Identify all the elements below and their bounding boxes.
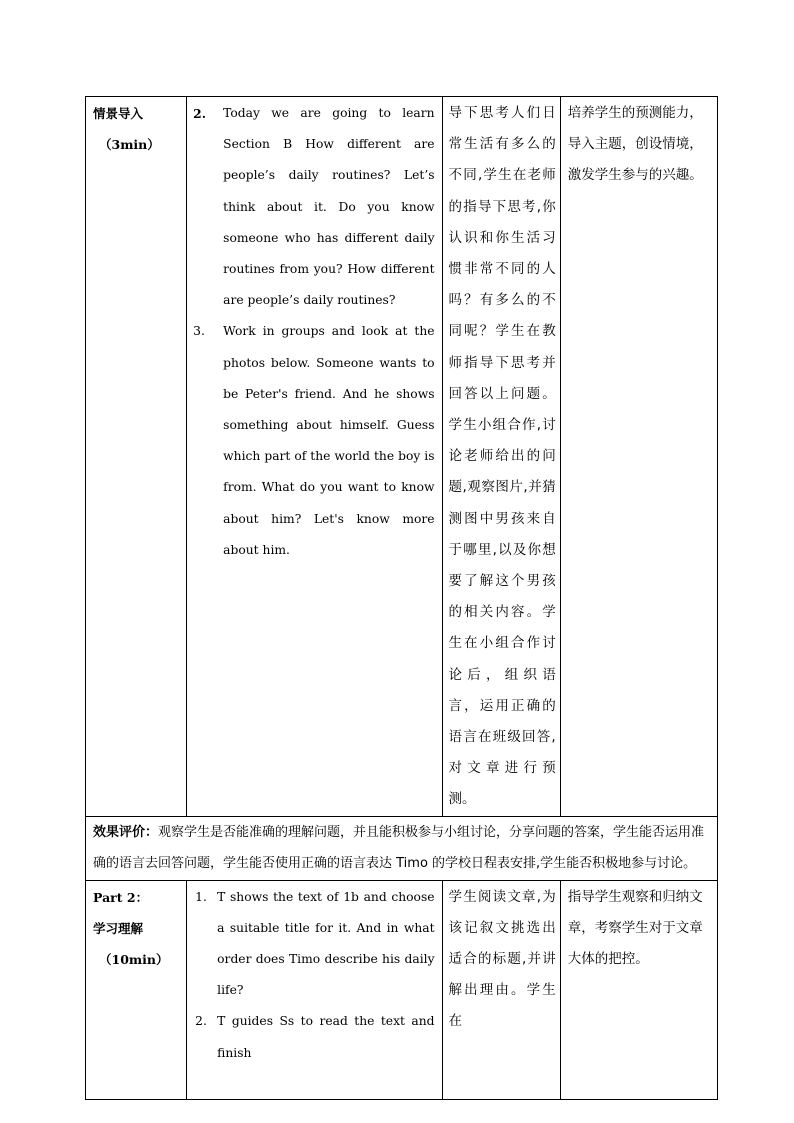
stage-duration: （10min）	[99, 951, 169, 967]
design-intent-cell: 培养学生的预测能力，导入主题，创设情境，激发学生参与的兴趣。	[560, 97, 717, 817]
list-item	[193, 98, 434, 316]
list-item	[193, 1006, 434, 1068]
table-row	[86, 880, 718, 1099]
step-number: 3.	[193, 324, 205, 339]
evaluation-cell	[86, 816, 718, 880]
stage-title: Part 2：	[93, 889, 149, 905]
evaluation-label: 效果评价：	[93, 824, 159, 840]
stage-duration: （3min）	[99, 137, 160, 152]
step-text: Today we are going to learn Section B How different are people’s daily routines? Let’s think about it. Do you know someone who has different daily routines from you? How different are people’s daily routines?	[223, 106, 435, 308]
list-item	[193, 316, 434, 566]
step-text: Work in groups and look at the photos below. Someone wants to be Peter's friend. And he shows something about himself. Guess which part of the world the boy is from. What do you want to know about him? Let's know more about him.	[223, 324, 435, 557]
stage-cell	[86, 880, 187, 1099]
step-text: T shows the text of 1b and choose a suitable title for it. And in what order does Timo describe his daily life?	[217, 889, 435, 998]
stage-subtitle: 学习理解	[93, 920, 144, 936]
step-text: T guides Ss to read the text and finish	[217, 1014, 435, 1060]
design-intent-cell: 指导学生观察和归纳文章，考察学生对于文章大体的把控。	[560, 880, 717, 1099]
stage-cell	[86, 97, 187, 817]
stage-title: 情景导入	[93, 106, 144, 121]
step-number: 2.	[193, 106, 206, 121]
evaluation-row	[86, 816, 718, 880]
student-activity-cell: 学生阅读文章,为该记叙文挑选出适合的标题,并讲解出理由。学生在	[442, 880, 560, 1099]
lesson-plan-table	[85, 96, 718, 1100]
teacher-activity-cell	[187, 97, 442, 817]
student-activity-cell: 导下思考人们日常生活有多么的不同,学生在老师的指导下思考,你认识和你生活习惯非常不同的人吗？有多么的不同呢？学生在教师指导下思考并回答以上问题。学生小组合作,讨论老师给出的问题,观察图片,并猜测图中男孩来自于哪里,以及你想要了解这个男孩的相关内容。学生在小组合作讨论后，组织语言，运用正确的语言在班级回答,对文章进行预测。	[442, 97, 560, 817]
teacher-activity-cell	[187, 880, 442, 1099]
list-item	[193, 882, 434, 1007]
table-row	[86, 97, 718, 817]
step-number: 1.	[195, 889, 207, 904]
step-number: 2.	[195, 1014, 207, 1029]
evaluation-text: 观察学生是否能准确的理解问题，并且能积极参与小组讨论，分享问题的答案，学生能否运用准确的语言去回答问题，学生能否使用正确的语言表达 Timo 的学校日程表安排,学生能否积极地参与讨论。	[93, 824, 705, 872]
